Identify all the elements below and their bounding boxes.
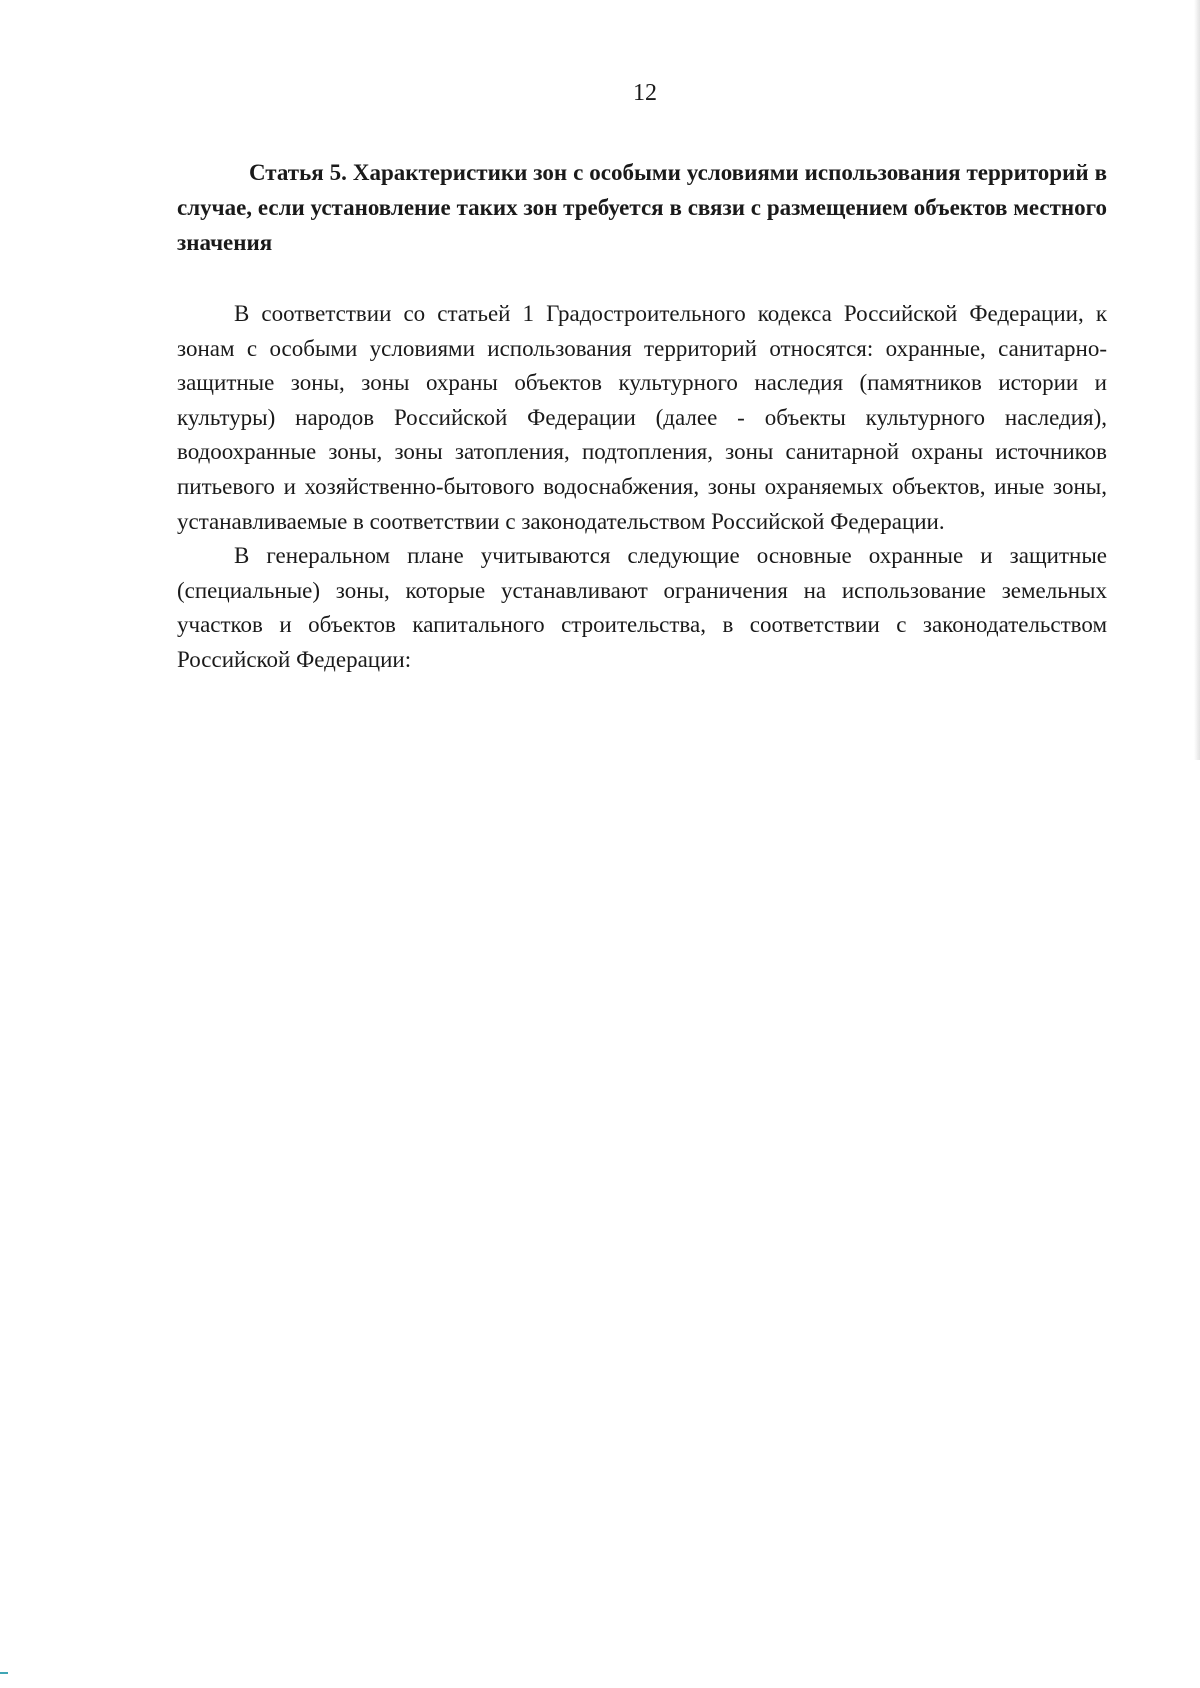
paragraph-zones-definition: В соответствии со статьей 1 Градостроительного кодекса Российской Федерации, к зонам с особыми условиями использования территорий относятся: охранные, санитарно-защитные зоны, зоны охраны объектов культурного наследия (памятников истории и культуры) народов Российской Федерации (далее - объекты культурного наследия), водоохранные зоны, зоны затопления, подтопления, зоны санитарной охраны источников питьевого и хозяйственно-бытового водоснабжения, зоны охраняемых объектов, иные зоны, устанавливаемые в соответствии с законодательством Российской Федерации.: [177, 301, 1107, 534]
scan-edge-shadow: [1194, 0, 1200, 760]
paragraph-general-plan-zones: В генеральном плане учитываются следующие основные охранные и защитные (специальные) зоны, которые устанавливают ограничения на использование земельных участков и объектов капитального строительства, в соответствии с законодательством Российской Федерации:: [177, 543, 1107, 672]
scan-mark: [0, 1672, 8, 1674]
article-section: [177, 155, 1107, 678]
article-body: [177, 297, 1107, 678]
page-number: 12: [633, 80, 657, 106]
article-heading: Статья 5. Характеристики зон с особыми условиями использования территорий в случае, если установление таких зон требуется в связи с размещением объектов местного значения: [177, 160, 1107, 255]
